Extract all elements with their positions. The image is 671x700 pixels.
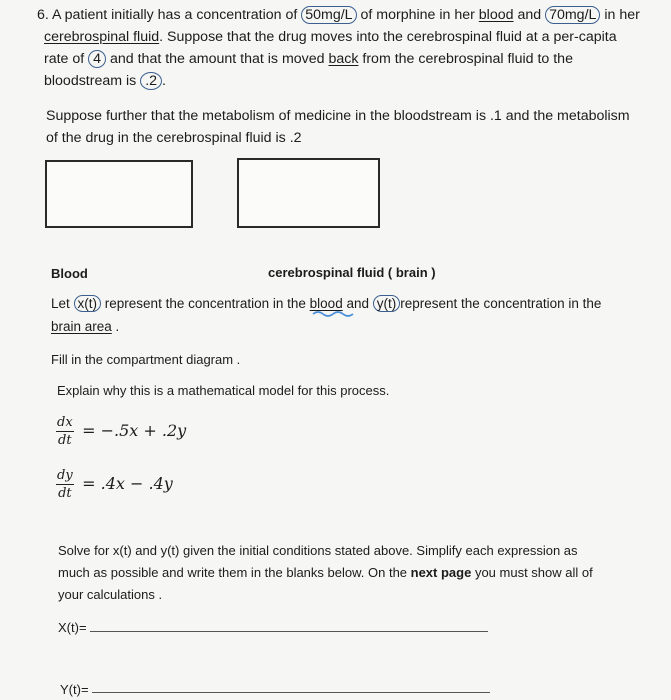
equation-dx bbox=[56, 416, 186, 448]
csf-concentration: 70mg/L bbox=[545, 6, 600, 24]
x-answer-label: X(t)= bbox=[58, 620, 87, 635]
solve-line-2: much as possible and write them in the blanks below. On the next page you must show all of bbox=[58, 565, 593, 580]
x-of-t: x(t) bbox=[74, 295, 102, 312]
blood-concentration: 50mg/L bbox=[301, 6, 356, 24]
explain-instruction: Explain why this is a mathematical model for this process. bbox=[57, 383, 390, 398]
x-answer-blank[interactable] bbox=[90, 631, 488, 632]
y-answer-blank[interactable] bbox=[92, 692, 490, 693]
metabolism-line-1: Suppose further that the metabolism of medicine in the bloodstream is .1 and the metabolism bbox=[46, 108, 630, 124]
solve-line-3: your calculations . bbox=[58, 587, 163, 602]
problem-line-4: bloodstream is .2 . bbox=[44, 73, 166, 89]
dy-dt-fraction: $\frac{dy}{dt}$ bbox=[57, 468, 73, 501]
let-line-1: Let x(t) represent the concentration in the blood and y(t) represent the concentration in the bbox=[51, 296, 602, 311]
blood-word-2: blood bbox=[309, 296, 343, 311]
dy-rhs: = .4x − .4y bbox=[82, 474, 173, 494]
y-answer-label: Y(t)= bbox=[60, 682, 89, 697]
dx-dt-fraction: $\frac{dx}{dt}$ bbox=[57, 415, 73, 448]
fill-instruction: Fill in the compartment diagram . bbox=[51, 352, 241, 367]
rate-in: 4 bbox=[88, 50, 106, 68]
problem-line-3: rate of 4 and that the amount that is moved back from the cerebrospinal fluid to the bbox=[44, 51, 573, 67]
blue-squiggle-mark bbox=[312, 310, 358, 318]
problem-line-1: 6. A patient initially has a concentration of 50mg/L of morphine in her blood and 70mg/L in her bbox=[37, 7, 640, 23]
equation-dy bbox=[56, 469, 173, 501]
csf-compartment-box[interactable] bbox=[237, 158, 380, 228]
csf-word: cerebrospinal fluid bbox=[44, 29, 160, 45]
let-line-2: brain area . bbox=[51, 319, 120, 334]
back-word: back bbox=[328, 51, 359, 67]
blood-label: Blood bbox=[51, 266, 88, 281]
blood-word: blood bbox=[478, 7, 514, 23]
csf-label: cerebrospinal fluid ( brain ) bbox=[268, 265, 436, 280]
rate-back: .2 bbox=[140, 72, 162, 90]
problem-line-2: cerebrospinal fluid. Suppose that the drug moves into the cerebrospinal fluid at a per-capita bbox=[44, 29, 617, 45]
metabolism-line-2: of the drug in the cerebrospinal fluid is .2 bbox=[46, 130, 302, 146]
brain-area-word: brain area bbox=[51, 319, 112, 334]
dx-rhs: = −.5x + .2y bbox=[82, 421, 187, 441]
y-of-t: y(t) bbox=[373, 295, 401, 312]
blood-compartment-box[interactable] bbox=[45, 160, 193, 228]
solve-line-1: Solve for x(t) and y(t) given the initial conditions stated above. Simplify each expression as bbox=[58, 543, 578, 558]
next-page-bold: next page bbox=[410, 565, 472, 580]
